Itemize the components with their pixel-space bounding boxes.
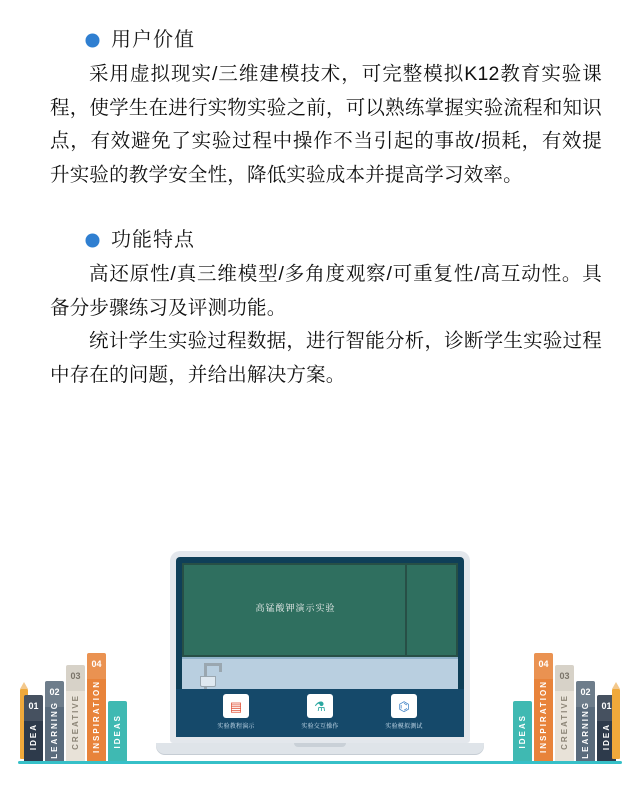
laptop-illustration (170, 551, 470, 754)
book-stack-left (24, 653, 127, 761)
book-number: 03 (70, 671, 81, 681)
section-heading-features (86, 228, 602, 252)
pencil-icon (612, 689, 620, 759)
illustration (0, 492, 640, 792)
blue-dot-icon (86, 234, 99, 247)
toolbar-item-interactive[interactable] (291, 694, 349, 730)
book-stack-right (513, 653, 616, 761)
book-icon: ▤ (223, 694, 249, 718)
lab-desk (182, 657, 458, 689)
book-number: 03 (559, 671, 570, 681)
beaker-icon (200, 676, 216, 687)
flask-icon: ⚗ (307, 694, 333, 718)
book-number: 02 (580, 687, 591, 697)
paragraph: 采用虚拟现实/三维建模技术，可完整模拟K12教育实验课程，使学生在进行实物实验之前，可以熟练掌握实验流程和知识点，有效避免了实验过程中操作不当引起的事故/损耗，有效提升实验的教学安全性，降低实验成本并提高学习效率。 (50, 63, 602, 186)
paragraph: 高还原性/真三维模型/多角度观察/可重复性/高互动性。具备分步骤练习及评测功能。 (50, 263, 602, 319)
floor-line (18, 761, 622, 764)
book-number: 01 (28, 701, 39, 711)
book-title: IDEA (29, 723, 38, 751)
book-title: IDEAS (113, 713, 122, 749)
document-content (0, 0, 640, 392)
toolbar-item-test[interactable] (375, 694, 433, 730)
book (576, 681, 595, 761)
laptop-screen-frame (170, 551, 470, 743)
book (555, 665, 574, 761)
spacer (50, 192, 602, 218)
book-title: CREATIVE (71, 694, 80, 750)
book-title: CREATIVE (560, 694, 569, 750)
blackboard (182, 563, 458, 657)
book (534, 653, 553, 761)
beaker-icon: ⌬ (391, 694, 417, 718)
book-number: 01 (601, 701, 612, 711)
book (513, 701, 532, 761)
book-number: 04 (91, 659, 102, 669)
book (66, 665, 85, 761)
book (45, 681, 64, 761)
toolbar-item-tutorial[interactable] (207, 694, 265, 730)
section-title: 用户价值 (111, 29, 195, 51)
toolbar-item-label: 实验交互操作 (301, 724, 339, 730)
book-title: IDEAS (518, 713, 527, 749)
book (87, 653, 106, 761)
screen-toolbar (176, 689, 464, 737)
blue-dot-icon (86, 34, 99, 47)
book-title: INSPIRATION (539, 679, 548, 753)
toolbar-item-label: 实验模拟测试 (385, 724, 423, 730)
book-number: 04 (538, 659, 549, 669)
book-number: 02 (49, 687, 60, 697)
book-title: IDEA (602, 723, 611, 751)
section-heading-user-value (86, 28, 602, 52)
book-title: LEARNING (581, 701, 590, 759)
section-title: 功能特点 (111, 229, 195, 252)
book-title: LEARNING (50, 701, 59, 759)
blackboard-title: 高锰酸钾演示实验 (255, 603, 336, 613)
toolbar-item-label: 实验教程演示 (217, 724, 255, 730)
laptop-screen (176, 557, 464, 737)
book (24, 695, 43, 761)
book-title: INSPIRATION (92, 679, 101, 753)
paragraph: 统计学生实验过程数据，进行智能分析，诊断学生实验过程中存在的问题，并给出解决方案。 (50, 330, 602, 386)
laptop-base (156, 743, 484, 754)
book (108, 701, 127, 761)
